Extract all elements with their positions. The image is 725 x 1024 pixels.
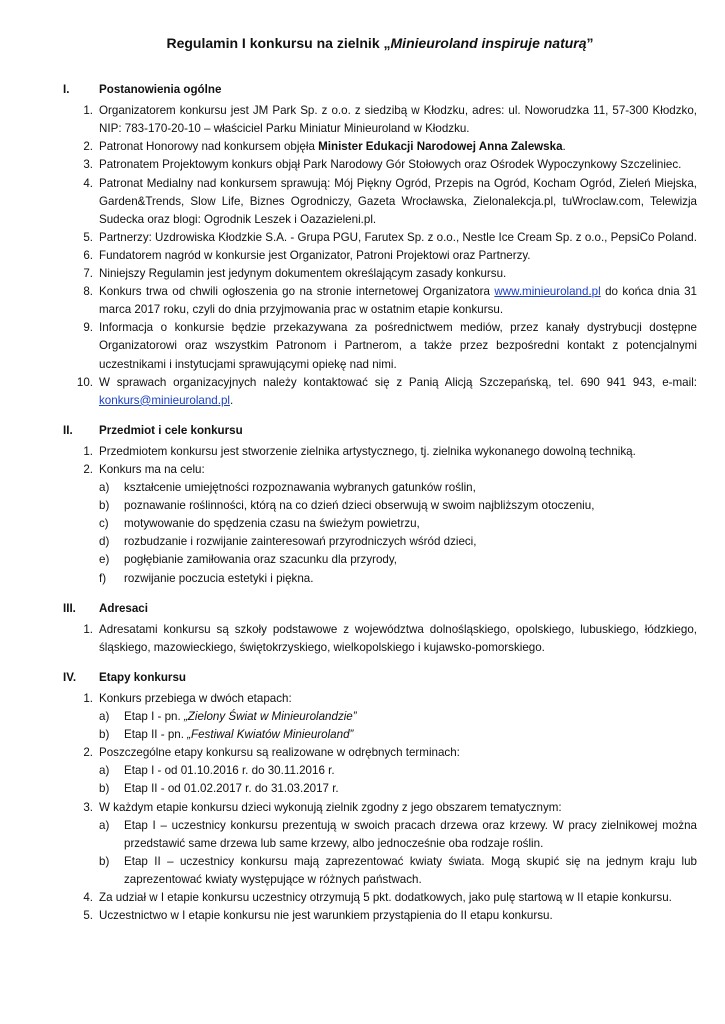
list-item: 5. Partnerzy: Uzdrowiska Kłodzkie S.A. - Grupa PGU, Farutex Sp. z o.o., Nestle Ice Cream Sp. z o.o., PepsiCo Poland. xyxy=(83,230,697,244)
list-item: 2. Poszczególne etapy konkursu są realizowane w odrębnych terminach: a) Etap I - od 01.10.2016 r. do 30.11.2016 r. b) Etap II - od 01.02.2017 r. do 31.03.2017 r. xyxy=(63,744,697,798)
list-item: 5. Uczestnictwo w I etapie konkursu nie jest warunkiem przystąpienia do II etapu konkursu. xyxy=(83,909,553,923)
sub-item: a) Etap I – uczestnicy konkursu prezentują w swoich pracach drzewa oraz krzewy. W pracy zielnikowej można przedstawić same drzewa lub same krzewy, albo jednocześnie oba rodzaje roślin. xyxy=(99,818,697,850)
sub-item: b) Etap II - od 01.02.2017 r. do 31.03.2017 r. xyxy=(99,782,339,796)
list-item: 2. Konkurs ma na celu: a) kształcenie umiejętności rozpoznawania wybranych gatunków roślin, b) poznawanie roślinności, którą na co dzień dzieci obserwują w swoim najbliższym otoczeniu, c) motywowanie do spędzenia czasu na świeżym powietrzu, d) rozbudzanie i rozwijanie zainteresowań przyrodniczych wśród dzieci, e) pogłębianie zamiłowania oraz szacunku dla przyrody, f) rozwijanie poczucia estetyki i piękna. xyxy=(63,461,697,588)
list-item: 1. Konkurs przebiega w dwóch etapach: a) Etap I - pn. „Zielony Świat w Minieurolandzie” b) Etap II - pn. „Festiwal Kwiatów Minieuroland” xyxy=(63,690,697,744)
list-item: 1. Przedmiotem konkursu jest stworzenie zielnika artystycznego, tj. zielnika wykonanego dowolną techniką. xyxy=(83,444,636,458)
section-addressees xyxy=(63,600,697,657)
sub-item: a) kształcenie umiejętności rozpoznawania wybranych gatunków roślin, xyxy=(99,481,476,495)
list-item: 8. Konkurs trwa od chwili ogłoszenia go na stronie internetowej Organizatora www.minieuroland.pl do końca dnia 31 marca 2017 roku, czyli do dnia przyjmowania prac w ostatnim etapie konkursu. xyxy=(83,285,697,317)
list-item: 3. W każdym etapie konkursu dzieci wykonują zielnik zgodny z jego obszarem tematycznym: a) Etap I – uczestnicy konkursu prezentują w swoich pracach drzewa oraz krzewy. W pracy zielnikowej można przedstawić same drzewa lub same krzewy, albo jednocześnie oba rodzaje roślin. b) Etap II – uczestnicy konkursu mają zaprezentować kwiaty świata. Mogą skupić się na jednym kraju lub zaprezentować kwiaty występujące w różnych państwach. xyxy=(63,799,697,889)
sub-item: a) Etap I - pn. „Zielony Świat w Minieurolandzie” xyxy=(99,710,357,724)
list-item: 4. Za udział w I etapie konkursu uczestnicy otrzymują 5 pkt. dodatkowych, jako pulę startową w II etapie konkursu. xyxy=(83,891,672,905)
section-subject xyxy=(63,422,697,588)
section-heading: IV. Etapy konkursu xyxy=(63,670,186,684)
sub-item: d) rozbudzanie i rozwijanie zainteresowań przyrodniczych wśród dzieci, xyxy=(99,535,477,549)
list-item: 10. W sprawach organizacyjnych należy kontaktować się z Panią Alicją Szczepańską, tel. 690 941 943, e-mail: konkurs@minieuroland.pl. xyxy=(76,375,697,407)
sub-item: a) Etap I - od 01.10.2016 r. do 30.11.2016 r. xyxy=(99,764,335,778)
section-heading: II. Przedmiot i cele konkursu xyxy=(63,423,243,437)
section-heading: III. Adresaci xyxy=(63,601,148,615)
list-item: 2. Patronat Honorowy nad konkursem objęła Minister Edukacji Narodowej Anna Zalewska. xyxy=(83,140,566,154)
section-general xyxy=(63,81,697,410)
sub-item: b) poznawanie roślinności, którą na co dzień dzieci obserwują w swoim najbliższym otoczeniu, xyxy=(99,499,595,513)
list-item: 1. Organizatorem konkursu jest JM Park Sp. z o.o. z siedzibą w Kłodzku, adres: ul. Noworudzka 11, 57-300 Kłodzko, NIP: 783-170-20-10 – właściciel Parku Miniatur Minieuroland w Kłodzku. xyxy=(83,104,697,136)
sub-item: b) Etap II – uczestnicy konkursu mają zaprezentować kwiaty świata. Mogą skupić się na jednym kraju lub zaprezentować kwiaty występujące w różnych państwach. xyxy=(99,854,697,886)
list-item: 1. Adresatami konkursu są szkoły podstawowe z województwa dolnośląskiego, opolskiego, lubuskiego, łódzkiego, śląskiego, mazowieckiego, świętokrzyskiego, wielkopolskiego i kujawsko-pomorskiego. xyxy=(83,622,697,654)
list-item: 9. Informacja o konkursie będzie przekazywana za pośrednictwem mediów, przez kanały dystrybucji dostępne Organizatorowi oraz wszystkim Patronom i Partnerom, a także przez bezpośredni kontakt z potencjalnymi uczestnikami i instytucjami sprawującymi opiekę nad nimi. xyxy=(83,321,697,371)
sub-item: b) Etap II - pn. „Festiwal Kwiatów Minieuroland” xyxy=(99,728,354,742)
website-link[interactable]: www.minieuroland.pl xyxy=(494,285,601,299)
email-link[interactable]: konkurs@minieuroland.pl xyxy=(99,393,230,407)
section-stages xyxy=(63,669,697,925)
list-item: 6. Fundatorem nagród w konkursie jest Organizator, Patroni Projektowi oraz Partnerzy. xyxy=(83,248,531,262)
list-item: 3. Patronatem Projektowym konkurs objął Park Narodowy Gór Stołowych oraz Ośrodek Wypoczynkowy Szczeliniec. xyxy=(83,158,682,172)
list-item: 4. Patronat Medialny nad konkursem sprawują: Mój Piękny Ogród, Przepis na Ogród, Kocham Ogród, Zieleń Miejska, Garden&Trends, Slow Life, Biznes Ogrodniczy, Gazeta Wrocławska, Zielonalekcja.pl, tuWroclaw.com, Telewizja Sudecka oraz blogi: Ogrodnik Leszek i Oazazieleni.pl. xyxy=(83,176,697,226)
sub-item: f) rozwijanie poczucia estetyki i piękna. xyxy=(99,571,314,585)
section-heading: I. Postanowienia ogólne xyxy=(63,83,222,97)
list-item: 7. Niniejszy Regulamin jest jedynym dokumentem określającym zasady konkursu. xyxy=(83,267,507,281)
sub-item: e) pogłębianie zamiłowania oraz szacunku dla przyrody, xyxy=(99,553,398,567)
sub-item: c) motywowanie do spędzenia czasu na świeżym powietrzu, xyxy=(99,517,420,531)
page-title: Regulamin I konkursu na zielnik „Minieuroland inspiruje naturą” xyxy=(166,35,594,51)
